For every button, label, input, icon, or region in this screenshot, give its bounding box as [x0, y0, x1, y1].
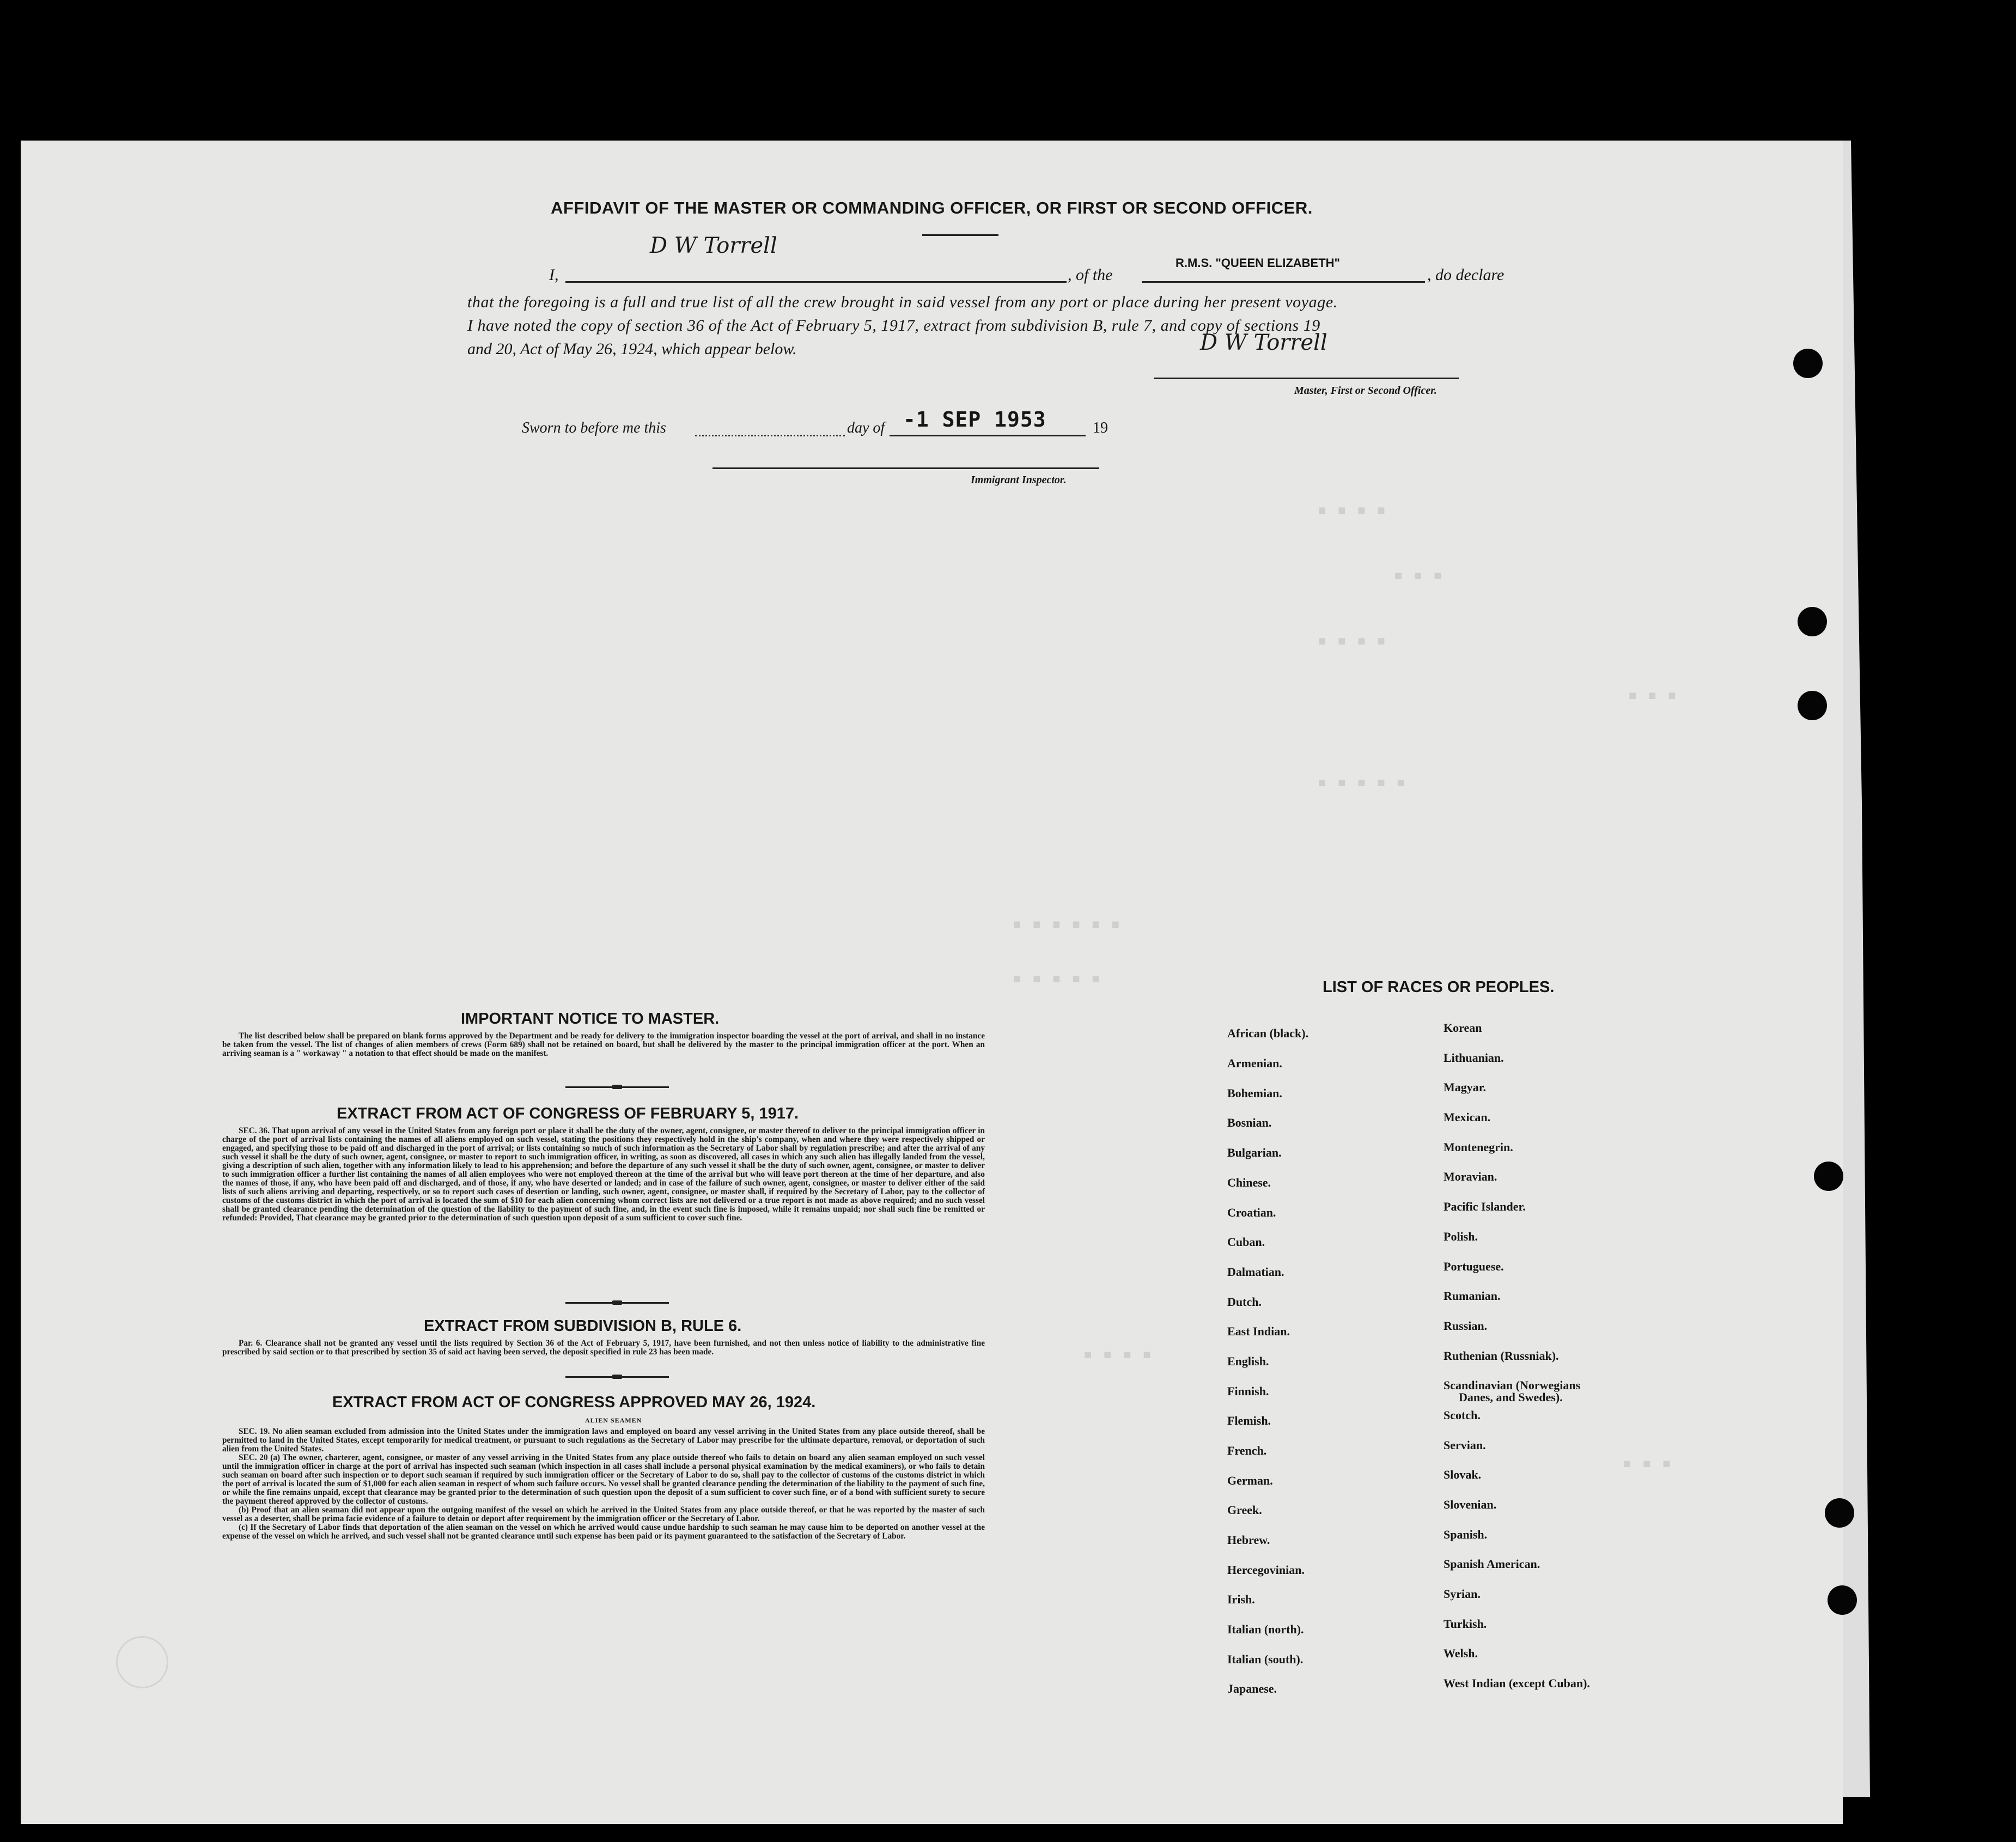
race-portuguese: Portuguese. — [1444, 1260, 1504, 1273]
punch-hole — [1814, 1162, 1843, 1191]
race-hebrew: Hebrew. — [1227, 1533, 1270, 1547]
race-japanese: Japanese. — [1227, 1682, 1277, 1695]
sec-19-text: SEC. 19. No alien seaman excluded from admission into the United States under the immigration laws and employed on board any vessel arriving in the United States from any place outside thereof, shall be permitted to land in the United States, except temporarily for medical treatment, or pursuant to such regulations as the Secretary of Labor may prescribe for the ultimate departure, removal, or deportation of such alien from the United States. — [222, 1427, 985, 1454]
race-korean: Korean — [1444, 1021, 1482, 1035]
sec-20a-text: SEC. 20 (a) The owner, charterer, agent, consignee, or master of any vessel arriving in the United States from any place outside thereof who fails to detain on board any alien seaman employed on such vessel until the immigration officer in charge at the port of arrival has inspected such seaman (which inspection in all cases shall include a personal physical examination by the medical examiners), or who fails to detain such seaman on board after such inspection or to deport such seaman if required by such immigration officer or the Secretary of Labor to do so, shall pay to the collector of customs of the customs district in which the port of arrival is located the sum of $1,000 for each alien seaman in respect of whom such failure occurs. No vessel shall be granted clearance pending the determination of the liability to the payment of such fine, or while the fine remains unpaid, except that clearance may be granted prior to the determination of such question upon the deposit of a sum sufficient to cover such fine, or of a bond with sufficient surety to secure the payment thereof approved by the collector of customs. — [222, 1453, 985, 1506]
race-french: French. — [1227, 1444, 1267, 1457]
sec-20b-text: (b) Proof that an alien seaman did not appear upon the outgoing manifest of the vessel on which he arrived in the United States from any place outside thereof, or that he was reported by the master of such vessel as a deserter, shall be prima facie evidence of a failure to detain or deport after requirement by the immigration officer or the Secretary of Labor. — [222, 1505, 985, 1523]
extract-1924-body — [222, 1427, 985, 1541]
race-bosnian: Bosnian. — [1227, 1116, 1272, 1129]
race-cuban: Cuban. — [1227, 1235, 1265, 1249]
alien-seamen-subtitle: ALIEN SEAMEN — [585, 1417, 642, 1424]
race-mexican: Mexican. — [1444, 1110, 1491, 1124]
race-west-indian: West Indian (except Cuban). — [1444, 1676, 1590, 1690]
title-underline — [922, 234, 998, 236]
race-syrian: Syrian. — [1444, 1587, 1481, 1601]
of-the-label: , of the — [1068, 266, 1113, 284]
seal-impression — [116, 1636, 168, 1688]
race-scandinavian: Scandinavian (Norwegians — [1444, 1378, 1581, 1392]
year-prefix: 19 — [1093, 420, 1108, 436]
extract-1917-title: EXTRACT FROM ACT OF CONGRESS OF FEBRUARY 5, 1917. — [337, 1105, 799, 1122]
race-hercegovinian: Hercegovinian. — [1227, 1563, 1305, 1577]
punch-hole — [1793, 349, 1823, 378]
name-line — [565, 281, 1067, 283]
race-finnish: Finnish. — [1227, 1384, 1269, 1398]
separator-mark — [612, 1375, 622, 1379]
sheet-edge — [1843, 141, 1870, 1797]
affidavit-title: AFFIDAVIT OF THE MASTER OR COMMANDING OFFICER, OR FIRST OR SECOND OFFICER. — [551, 198, 1313, 217]
race-magyar: Magyar. — [1444, 1080, 1487, 1094]
race-servian: Servian. — [1444, 1438, 1486, 1452]
races-title: LIST OF RACES OR PEOPLES. — [1323, 978, 1555, 996]
master-caption: Master, First or Second Officer. — [1294, 385, 1437, 397]
notice-text: The list described below shall be prepared on blank forms approved by the Department and be ready for delivery to the immigration inspector boarding the vessel at the port of arrival, and shall in no instance be taken from the vessel. The list of changes of alien members of crews (Form 689) shall not be retained on board, but shall be delivered by the master to the principal immigration officer at the port. When an arriving seaman is a " workaway " a notation to that effect should be made on the manifest. — [222, 1031, 985, 1058]
race-east-indian: East Indian. — [1227, 1324, 1290, 1338]
vessel-line — [1142, 281, 1425, 283]
race-chinese: Chinese. — [1227, 1176, 1271, 1189]
race-dalmatian: Dalmatian. — [1227, 1265, 1284, 1279]
affidavit-line-2: that the foregoing is a full and true list of all the crew brought in said vessel from any port or place during her present voyage. — [467, 293, 1338, 311]
extract-1917-text: SEC. 36. That upon arrival of any vessel in the United States from any foreign port or place it shall be the duty of the owner, agent, consignee, or master thereof to deliver to the principal immigration officer in charge of the port of arrival lists containing the names of all aliens employed on such vessel, stating the positions they respectively hold in the ship's company, when and where they were respectively shipped or engaged, and specifying those to be paid off and discharged in the port of arrival; or lists containing so much of such information as the Secretary of Labor shall by regulation prescribe; and after the arrival of any such vessel it shall be the duty of such owner, agent, consignee, or master to report to such immigration officer, in writing, as soon as discovered, all cases in which any such alien has illegally landed from the vessel, giving a description of such alien, together with any information likely to lead to his apprehension; and before the departure of any such vessel it shall be the duty of such owner, agent, consignee, or master to deliver to such immigration officer a further list containing the names of all alien employees who were not employed thereon at the time of the arrival but who will leave port thereon at the time of her departure, and also the names of those, if any, who have been paid off and discharged, and of those, if any, who have deserted or landed; and in case of the failure of such owner, agent, consignee, or master to deliver either of the said lists of such aliens arriving and departing, respectively, or so to report such cases of desertion or landing, such owner, agent, consignee, or master shall, if required by the Secretary of Labor, pay to the collector of customs of the customs district in which the port of arrival is located the sum of $10 for each alien concerning whom correct lists are not delivered or a true report is not made as above required; and no such vessel shall be granted clearance pending the determination of the question of the liability to the payment of such fine, and, in the event such fine is imposed, while it remains unpaid; nor shall such fine be remitted or refunded: Provided, That clearance may be granted prior to the determination of such question upon deposit of a sum sufficient to cover such fine. — [222, 1126, 985, 1223]
day-of-label: day of — [847, 420, 885, 436]
race-italian-north: Italian (north). — [1227, 1622, 1304, 1636]
inspector-caption: Immigrant Inspector. — [971, 474, 1067, 486]
document-sheet: ▪ ▪ ▪ ▪ ▪ ▪ ▪ ▪ ▪ ▪ ▪ ▪ ▪ ▪ ▪ ▪ ▪ ▪ ▪ ▪ ▪ ▪ ▪ ▪ ▪ ▪ ▪ ▪ ▪ ▪ ▪ ▪ ▪ ▪ ▪ ▪ ▪ AFFIDAVIT OF THE MASTER OR COMMANDING OFFICER, OR FIRST OR SECOND OFFICER. D W Torrell I, , of the R.M.S. "QUEEN ELIZABETH" , do declare that the foregoing is a full and true list of all the crew brought in said vessel from any port or place during her present voyage. I have noted the copy of section 36 of the Act of February 5, 1917, extract from subdivision B, rule 7, and copy of sections 19 and 20, Act of May 26, 1924, which appear below. D W Torrell Master, First or Second Officer. Sworn to before me this day of -1 SEP 1953 19 Immigrant Inspector. IMPORTANT NOTICE TO MASTER. The list described below shall be prepared on blank forms approved by the Department and be ready for delivery to the immigration inspector boarding the vessel at the port of arrival, and shall in no instance be taken from the vessel. The list of changes of alien members of crews (Form 689) shall not be retained on board, but shall be delivered by the master to the principal immigration officer at the port. When an arriving seaman is a " workaway " a notation to that effect should be made on the manifest. EXTRACT FROM ACT OF CONGRESS OF FEBRUARY 5, 1917. SEC. 36. That upon arrival of any vessel in the United States from any foreign port or place it shall be the duty of the owner, agent, consignee, or master thereof to deliver to the principal immigration officer in charge of the port of arrival lists containing the names of all aliens employed on such vessel, stating the positions they respectively hold in the ship's company, when and where they were respectively shipped or engaged, and specifying those to be paid off and discharged in the port of arrival; or lists containing so much of such information as the Secretary of Labor shall by regulation prescribe; and after the arrival of any such vessel it shall be the duty of such owner, agent, consignee, or master to report to such immigration officer, in writing, as soon as discovered, all cases in which any such alien has illegally landed from the vessel, giving a description of such alien, together with any information likely to lead to his apprehension; and before the departure of any such vessel it shall be the duty of such owner, agent, consignee, or master to deliver to such immigration officer a further list containing the names of all alien employees who were not employed thereon at the time of the arrival but who will leave port thereon at the time of her departure, and also the names of those, if any, who have been paid off and discharged, and of those, if any, who have deserted or landed; and in case of the failure of such owner, agent, consignee, or master to deliver either of the said lists of such aliens arriving and departing, respectively, or so to report such cases of desertion or landing, such owner, agent, consignee, or master shall, if required by the Secretary of Labor, pay to the collector of customs of the customs district in which the port of arrival is located the sum of $10 for each alien concerning whom correct lists are not delivered or a true report is not made as above required; and no such vessel shall be granted clearance pending the determination of the question of the liability to the payment of such fine, and, in the event such fine is imposed, while it remains unpaid; nor shall such fine be remitted or refunded: Provided, That clearance may be granted prior to the determination of such question upon deposit of a sum sufficient to cover such fine. EXTRACT FROM SUBDIVISION B, RULE 6. Par. 6. Clearance shall not be granted any vessel until the lists required by Section 36 of the Act of February 5, 1917, have been furnished, and not then unless notice of liability to the administrative fine prescribed by said section or to that prescribed by section 35 of said act having been served, the deposit specified in rule 23 has been made. EXTRACT FROM ACT OF CONGRESS APPROVED MAY 26, 1924. ALIEN SEAMEN SEC. 19. No alien seaman excluded from admission into the United States under the immigration laws and employed on board any vessel arriving in the United States from any place outside thereof, shall be permitted to land in the United States, except temporarily for medical treatment, or pursuant to such regulations as the Secretary of Labor may prescribe for the ultimate departure, removal, or deportation of such alien from the United States. SEC. 20 (a) The owner, charterer, agent, consignee, or master of any vessel arriving in the United States from any place outside thereof who fails to detain on board any alien seaman employed on such vessel until the immigration officer in charge at the port of arrival has inspected such seaman (which inspection in all cases shall include a personal physical examination by the medical examiners), or who fails to detain such seaman on board after such inspection or to deport such seaman if required by such immigration officer or the Secretary of Labor to do so, shall pay to the collector of customs of the customs district in which the port of arrival is located the sum of $1,000 for each alien seaman in respect of whom such failure occurs. No vessel shall be granted clearance pending the determination of the liability to the payment of such fine, or while the fine remains unpaid, except that clearance may be granted prior to the determination of such question upon the deposit of a sum sufficient to cover such fine, or of a bond with sufficient surety to secure the payment thereof approved by the collector of customs. (b) Proof that an alien seaman did not appear upon the outgoing manifest of the vessel on which he arrived in the United States from any place outside thereof, or that he was reported by the master of such vessel as a deserter, shall be prima facie evidence of a failure to detain or deport after requirement by the immigration officer or the Secretary of Labor. (c) If the Secretary of Labor finds that deportation of the alien seaman on the vessel on which he arrived would cause undue hardship to such seaman he may cause him to be deported on another vessel at the expense of the vessel on which he arrived, and such vessel shall not be granted clearance until such expense has been paid or its payment guaranteed to the satisfaction of the Secretary of Labor. LIST OF RACES OR PEOPLES. African (black). Armenian. Bohemian. Bosnian. Bulgarian. Chinese. Croatian. Cuban. Dalmatian. Dutch. East Indian. English. Finnish. Flemish. French. German. Greek. Hebrew. Hercegovinian. Irish. Italian (north). Italian (south). Japanese. Korean Lithuanian. Magyar. Mexican. Montenegrin. Moravian. Pacific Islander. Polish. Portuguese. Rumanian. Russian. Ruthenian (Russniak). Scandinavian (Norwegians Danes, and Swedes). Scotch. Servian. Slovak. Slovenian. Spanish. Spanish American. Syrian. Turkish. Welsh. West Indian (except Cuban). — [21, 141, 1843, 1824]
race-ruthenian: Ruthenian (Russniak). — [1444, 1349, 1559, 1363]
notice-title: IMPORTANT NOTICE TO MASTER. — [461, 1010, 720, 1028]
rule6-text: Par. 6. Clearance shall not be granted any vessel until the lists required by Section 36 of the Act of February 5, 1917, have been furnished, and not then unless notice of liability to the administrative fine prescribed by said section or to that prescribed by section 35 of said act having been served, the deposit specified in rule 23 has been made. — [222, 1339, 985, 1357]
punch-hole — [1828, 1585, 1857, 1615]
separator-mark — [612, 1085, 622, 1089]
race-spanish: Spanish. — [1444, 1528, 1488, 1541]
race-flemish: Flemish. — [1227, 1414, 1271, 1427]
race-turkish: Turkish. — [1444, 1617, 1487, 1631]
extract-1924-title: EXTRACT FROM ACT OF CONGRESS APPROVED MAY 26, 1924. — [332, 1394, 816, 1411]
race-scotch: Scotch. — [1444, 1408, 1481, 1422]
date-stamp: -1 SEP 1953 — [903, 408, 1046, 431]
race-bohemian: Bohemian. — [1227, 1086, 1282, 1100]
vessel-name: R.M.S. "QUEEN ELIZABETH" — [1176, 256, 1340, 270]
extract-1917-body — [222, 1127, 985, 1223]
race-pacific-islander: Pacific Islander. — [1444, 1200, 1526, 1213]
affidavit-line-3: I have noted the copy of section 36 of the Act of February 5, 1917, extract from subdivision B, rule 7, and copy of sections 19 — [467, 317, 1320, 335]
sworn-day-line — [695, 435, 845, 436]
master-signature-line — [1154, 378, 1459, 379]
race-armenian: Armenian. — [1227, 1056, 1282, 1070]
race-spanish-american: Spanish American. — [1444, 1557, 1540, 1571]
sworn-label: Sworn to before me this — [522, 420, 666, 436]
signature-name: D W Torrell — [650, 233, 777, 258]
race-bulgarian: Bulgarian. — [1227, 1146, 1282, 1159]
punch-hole — [1825, 1498, 1854, 1528]
race-scandinavian-cont: Danes, and Swedes). — [1459, 1390, 1563, 1404]
punch-hole — [1798, 691, 1827, 720]
race-welsh: Welsh. — [1444, 1646, 1478, 1660]
race-moravian: Moravian. — [1444, 1170, 1497, 1183]
race-german: German. — [1227, 1474, 1273, 1487]
race-russian: Russian. — [1444, 1319, 1488, 1333]
rule6-body — [222, 1339, 985, 1357]
race-rumanian: Rumanian. — [1444, 1289, 1501, 1303]
do-declare-label: , do declare — [1427, 266, 1505, 284]
sec-20c-text: (c) If the Secretary of Labor finds that deportation of the alien seaman on the vessel on which he arrived would cause undue hardship to such seaman he may cause him to be deported on another vessel at the expense of the vessel on which he arrived, and such vessel shall not be granted clearance until such expense has been paid or its payment guaranteed to the satisfaction of the Secretary of Labor. — [222, 1523, 985, 1541]
affidavit-line-4: and 20, Act of May 26, 1924, which appear below. — [467, 340, 797, 358]
race-dutch: Dutch. — [1227, 1295, 1262, 1309]
race-lithuanian: Lithuanian. — [1444, 1051, 1504, 1065]
race-african: African (black). — [1227, 1026, 1309, 1040]
race-english: English. — [1227, 1354, 1269, 1368]
rule6-title: EXTRACT FROM SUBDIVISION B, RULE 6. — [424, 1317, 742, 1335]
notice-body — [222, 1032, 985, 1058]
race-slovenian: Slovenian. — [1444, 1498, 1497, 1511]
date-line — [890, 435, 1086, 436]
signature-master: D W Torrell — [1200, 330, 1327, 355]
i-label: I, — [549, 266, 559, 284]
race-greek: Greek. — [1227, 1503, 1262, 1517]
race-croatian: Croatian. — [1227, 1206, 1276, 1219]
race-irish: Irish. — [1227, 1592, 1255, 1606]
race-montenegrin: Montenegrin. — [1444, 1140, 1513, 1154]
race-italian-south: Italian (south). — [1227, 1652, 1304, 1666]
race-polish: Polish. — [1444, 1230, 1478, 1243]
punch-hole — [1798, 607, 1827, 636]
inspector-line — [712, 467, 1099, 469]
separator-mark — [612, 1300, 622, 1305]
race-slovak: Slovak. — [1444, 1468, 1482, 1481]
